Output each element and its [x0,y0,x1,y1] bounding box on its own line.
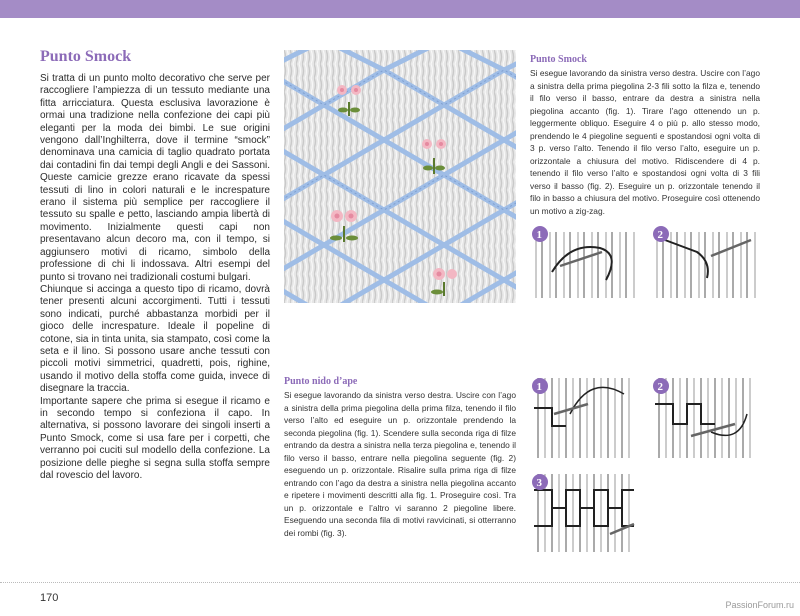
nido-figure-2-label: 2 [657,381,663,393]
nido-instructions: Si esegue lavorando da sinistra verso destra. Uscire con l’ago a sinistra della prima piegolina della prima filza, tenendo il filo verso l’alto ed eseguire un p. orizzontale prendendo la seconda piegolina (fig. 1). Scendere sulla seconda riga di filze entrando da destra a sinistra nella terza piegolina e, tenendo il filo verso il basso, entrare nella piegolina seguente (fig. 2) eseguendo un p. orizzontale. Risalire sulla prima riga di filze entrando con l’ago da destra a sinistra nella piegolina accanto e ripetere i movimenti descritti alla fig. 1. Proseguire così. Tra un p. orizzontale e l’altro vi saranno 2 piegoline libere. Eseguendo una seconda fila di motivi ravvicinati, si otterranno dei rombi (fig. 3). [284,390,516,538]
smock-figure-1 [530,222,638,302]
page-number: 170 [40,592,59,604]
smock-figure-2 [651,222,759,302]
smock-figure-2-label: 2 [657,229,663,241]
header-bar [0,0,800,18]
intro-paragraph: Si tratta di un punto molto decorativo che serve per raccogliere l’ampiezza di un tessuto mediante una fitta arricciatura. Questa esclusiva lavorazione è ormai una tradizione nella confezione dei capi più eleganti per la moda dei bimbi. Le sue origini vengono dall’Inghilterra, dove il termine “smock” denominava una camicia di taglio quadrato portata dai contadini fin dai tempi degli Angli e dei Sassoni. Queste camicie grezze erano ricavate da spessi tessuti di lino in colori naturali e le increspature erano il sistema più semplice per raccogliere il tessuto su spalle e petto, lasciando ampia libertà di movimento. Inizialmente questi capi non presentavano alcun decoro ma, con il tempo, si aggiunsero motivi di ricamo, simbolo della professione di chi li indossava. Altri esempi del punto si trovano nei tradizionali costumi bulgari. [40,73,270,283]
intro-body [40,73,270,482]
smock-figure-1-label: 1 [536,229,542,241]
footer-divider [0,582,800,583]
nido-figure-1 [530,374,638,460]
smock-photo [284,50,516,303]
nido-figure-2 [651,374,759,460]
smock-section-title: Punto Smock [530,54,587,65]
intro-paragraph: Importante sapere che prima si esegue il ricamo e in secondo tempo si confeziona il capo. In alternativa, si possono lavorare dei singoli inserti a Punto Smock, come si usa fare per i corpetti, che verranno poi cuciti sul modello della confezione. La posizione delle pieghe si segna sulla stoffa sempre dal rovescio del lavoro. [40,395,270,481]
page-title: Punto Smock [40,48,132,65]
nido-figure-3-label: 3 [536,477,542,489]
smock-instructions: Si esegue lavorando da sinistra verso destra. Uscire con l’ago a sinistra della prima piegolina 2-3 fili sotto la filza e, tenendo il filo verso il basso, entrare da destra a sinistra nella piegolina accanto (fig. 1). Tirare l’ago ottenendo un p. leggermente obliquo. Eseguire 4 o più p. allo stesso modo, prendendo le 4 piegoline seguenti e spostandosi ogni volta di 3 p. verso l’alto. Tenendo il filo verso l’alto, eseguire un p. orizzontale a chiusura del motivo. Ridiscendere di 4 p. tenendo il filo verso l’alto e spostandosi ogni volta di 3 fili verso il basso (fig. 2). Eseguire un p. orizzontale tenendo il filo in basso a chiusura del motivo. Proseguire così ottenendo un motivo a zig-zag. [530,68,760,216]
nido-figure-1-label: 1 [536,381,542,393]
intro-paragraph: Chiunque si accinga a questo tipo di ricamo, dovrà tener presenti alcuni accorgimenti. Tutti i tessuti sono indicati, purché abbastanza morbidi per il gioco delle increspature. Ideale il popeline di cotone, sia in tinta unita, sia stampato, così come la seta e il lino. Si possono usare anche tessuti con piccoli motivi simmetrici, quadretti, pois, righine, usando il motivo della stoffa come guida, invece di disegnare la traccia. [40,283,270,395]
nido-figure-3 [530,470,638,554]
site-watermark: PassionForum.ru [725,600,794,610]
nido-section-title: Punto nido d’ape [284,376,358,387]
